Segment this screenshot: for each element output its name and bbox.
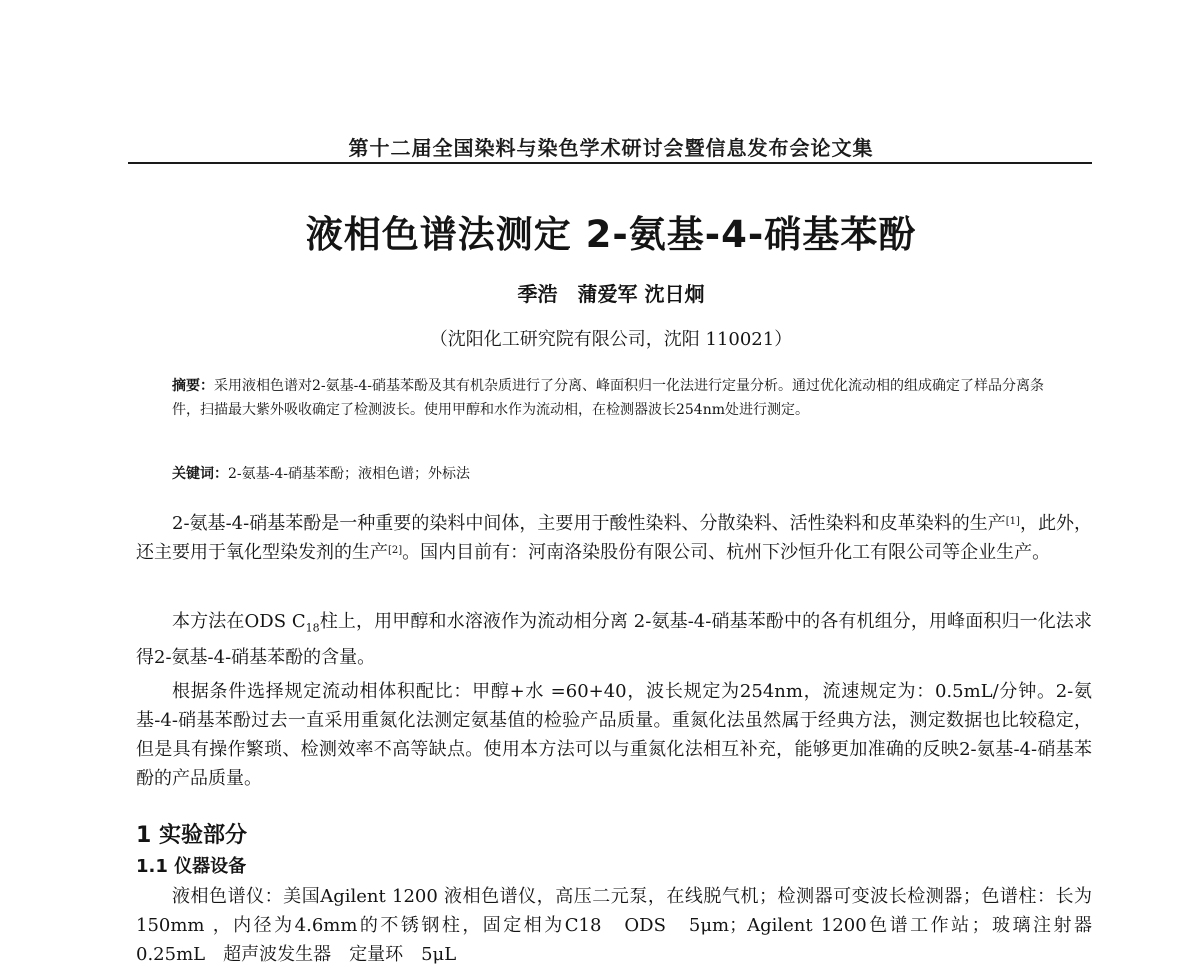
abstract [172, 374, 1052, 422]
body-paragraph-1 [136, 509, 1092, 567]
para1-part-b: ，此外，还主要用于氧化型染发剂的生产 [136, 513, 1092, 563]
keywords-text: 2-氨基-4-硝基苯酚；液相色谱；外标法 [228, 466, 471, 482]
abstract-text: 采用液相色谱对2-氨基-4-硝基苯酚及其有机杂质进行了分离、峰面积归一化法进行定量分析。通过优化流动相的组成确定了样品分离条件，扫描最大紫外吸收确定了检测波长。使用甲醇和水作为流动相，在检测器波长254nm处进行测定。 [172, 378, 1045, 418]
para4-text: 液相色谱仪：美国Agilent 1200 液相色谱仪，高压二元泵，在线脱气机；检测器可变波长检测器；色谱柱：长为150mm ，内径为4.6mm的不锈钢柱，固定相为C18 ODS 5μm；Agilent 1200色谱工作站；玻璃注射器 0.25mL 超声波发生器 定量环 5μL [136, 886, 1110, 965]
para1-part-a: 2-氨基-4-硝基苯酚是一种重要的染料中间体，主要用于酸性染料、分散染料、活性染料和皮革染料的生产 [172, 513, 1006, 534]
para3-text: 根据条件选择规定流动相体积配比：甲醇+水 =60+40，波长规定为254nm，流速规定为：0.5mL/分钟。2-氨基-4-硝基苯酚过去一直采用重氮化法测定氨基值的检验产品质量。重氮化法虽然属于经典方法，测定数据也比较稳定，但是具有操作繁琐、检测效率不高等缺点。使用本方法可以与重氮化法相互补充，能够更加准确的反映2-氨基-4-硝基苯酚的产品质量。 [136, 681, 1092, 789]
running-header: 第十二届全国染料与染色学术研讨会暨信息发布会论文集 [348, 136, 874, 160]
c18-subscript: 18 [305, 621, 320, 635]
para1-part-c: 。国内目前有：河南洛染股份有限公司、杭州下沙恒升化工有限公司等企业生产。 [402, 542, 1051, 563]
body-paragraph-3 [136, 677, 1092, 793]
keywords-label: 关键词： [172, 466, 228, 482]
body-paragraph-4 [136, 882, 1110, 969]
para2-part-b: 柱上，用甲醇和水溶液作为流动相分离 2-氨基-4-硝基苯酚中的各有机组分，用峰面积归一化法求得2-氨基-4-硝基苯酚的含量。 [136, 611, 1092, 668]
abstract-label: 摘要： [172, 378, 214, 394]
affiliation: （沈阳化工研究院有限公司，沈阳 110021） [429, 329, 793, 350]
body-paragraph-2 [136, 607, 1092, 672]
para2-part-a: 本方法在ODS C [172, 611, 306, 632]
keywords [172, 463, 1052, 483]
authors: 季浩 蒲爱军 沈日炯 [517, 282, 705, 306]
subsection-heading-1-1: 1.1 仪器设备 [136, 856, 247, 877]
citation-2: [2] [388, 545, 403, 556]
section-heading-1: 1 实验部分 [136, 823, 247, 848]
citation-1: [1] [1005, 516, 1020, 527]
paper-title: 液相色谱法测定 2-氨基-4-硝基苯酚 [305, 213, 917, 256]
header-rule [128, 162, 1092, 164]
